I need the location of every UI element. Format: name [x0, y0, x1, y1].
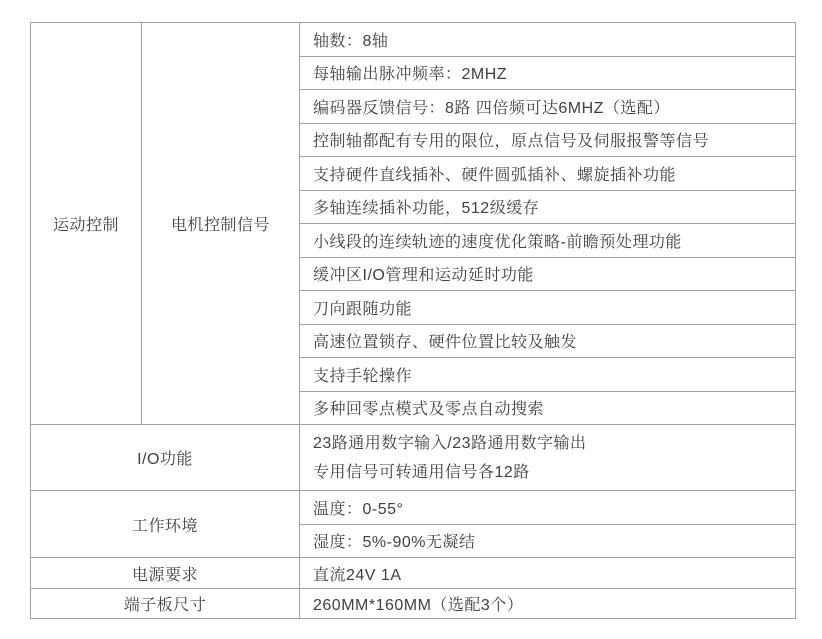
spec-cell-limit-signals: 控制轴都配有专用的限位，原点信号及伺服报警等信号 — [300, 123, 796, 157]
spec-cell-terminal-size-value: 260MM*160MM（选配3个） — [300, 589, 796, 619]
io-line-digital: 23路通用数字输入/23路通用数字输出 — [313, 434, 587, 452]
spec-cell-pulse-frequency: 每轴输出脉冲频率：2MHZ — [300, 56, 796, 90]
spec-cell-tool-follow: 刀向跟随功能 — [300, 291, 796, 325]
category-cell-power: 电源要求 — [31, 558, 300, 589]
spec-cell-temperature: 温度：0-55° — [300, 491, 796, 525]
spec-cell-lookahead: 小线段的连续轨迹的速度优化策略-前瞻预处理功能 — [300, 224, 796, 258]
table-row — [31, 558, 796, 589]
spec-cell-encoder-feedback: 编码器反馈信号：8路 四倍频可达6MHZ（选配） — [300, 90, 796, 124]
category-cell-io-function: I/O功能 — [31, 425, 300, 491]
spec-cell-io-details — [300, 425, 796, 491]
category-cell-environment: 工作环境 — [31, 491, 300, 558]
table-row — [31, 23, 796, 57]
spec-table — [30, 22, 796, 619]
table-row — [31, 589, 796, 619]
spec-cell-handwheel: 支持手轮操作 — [300, 358, 796, 392]
spec-cell-axis-count: 轴数：8轴 — [300, 23, 796, 57]
io-line-dedicated: 专用信号可转通用信号各12路 — [313, 463, 530, 481]
spec-cell-power-value: 直流24V 1A — [300, 558, 796, 589]
spec-cell-homing: 多种回零点模式及零点自动搜索 — [300, 391, 796, 425]
spec-cell-continuous-interpolation: 多轴连续插补功能，512级缓存 — [300, 190, 796, 224]
spec-cell-humidity: 湿度：5%-90%无凝结 — [300, 524, 796, 558]
subcategory-cell-motor-control-signal: 电机控制信号 — [142, 23, 300, 425]
category-cell-motion-control: 运动控制 — [31, 23, 142, 425]
spec-cell-interpolation: 支持硬件直线插补、硬件圆弧插补、螺旋插补功能 — [300, 157, 796, 191]
spec-cell-position-latch: 高速位置锁存、硬件位置比较及触发 — [300, 324, 796, 358]
table-row — [31, 425, 796, 491]
table-row — [31, 491, 796, 525]
spec-cell-buffer-io: 缓冲区I/O管理和运动延时功能 — [300, 257, 796, 291]
category-cell-terminal-board-size: 端子板尺寸 — [31, 589, 300, 619]
